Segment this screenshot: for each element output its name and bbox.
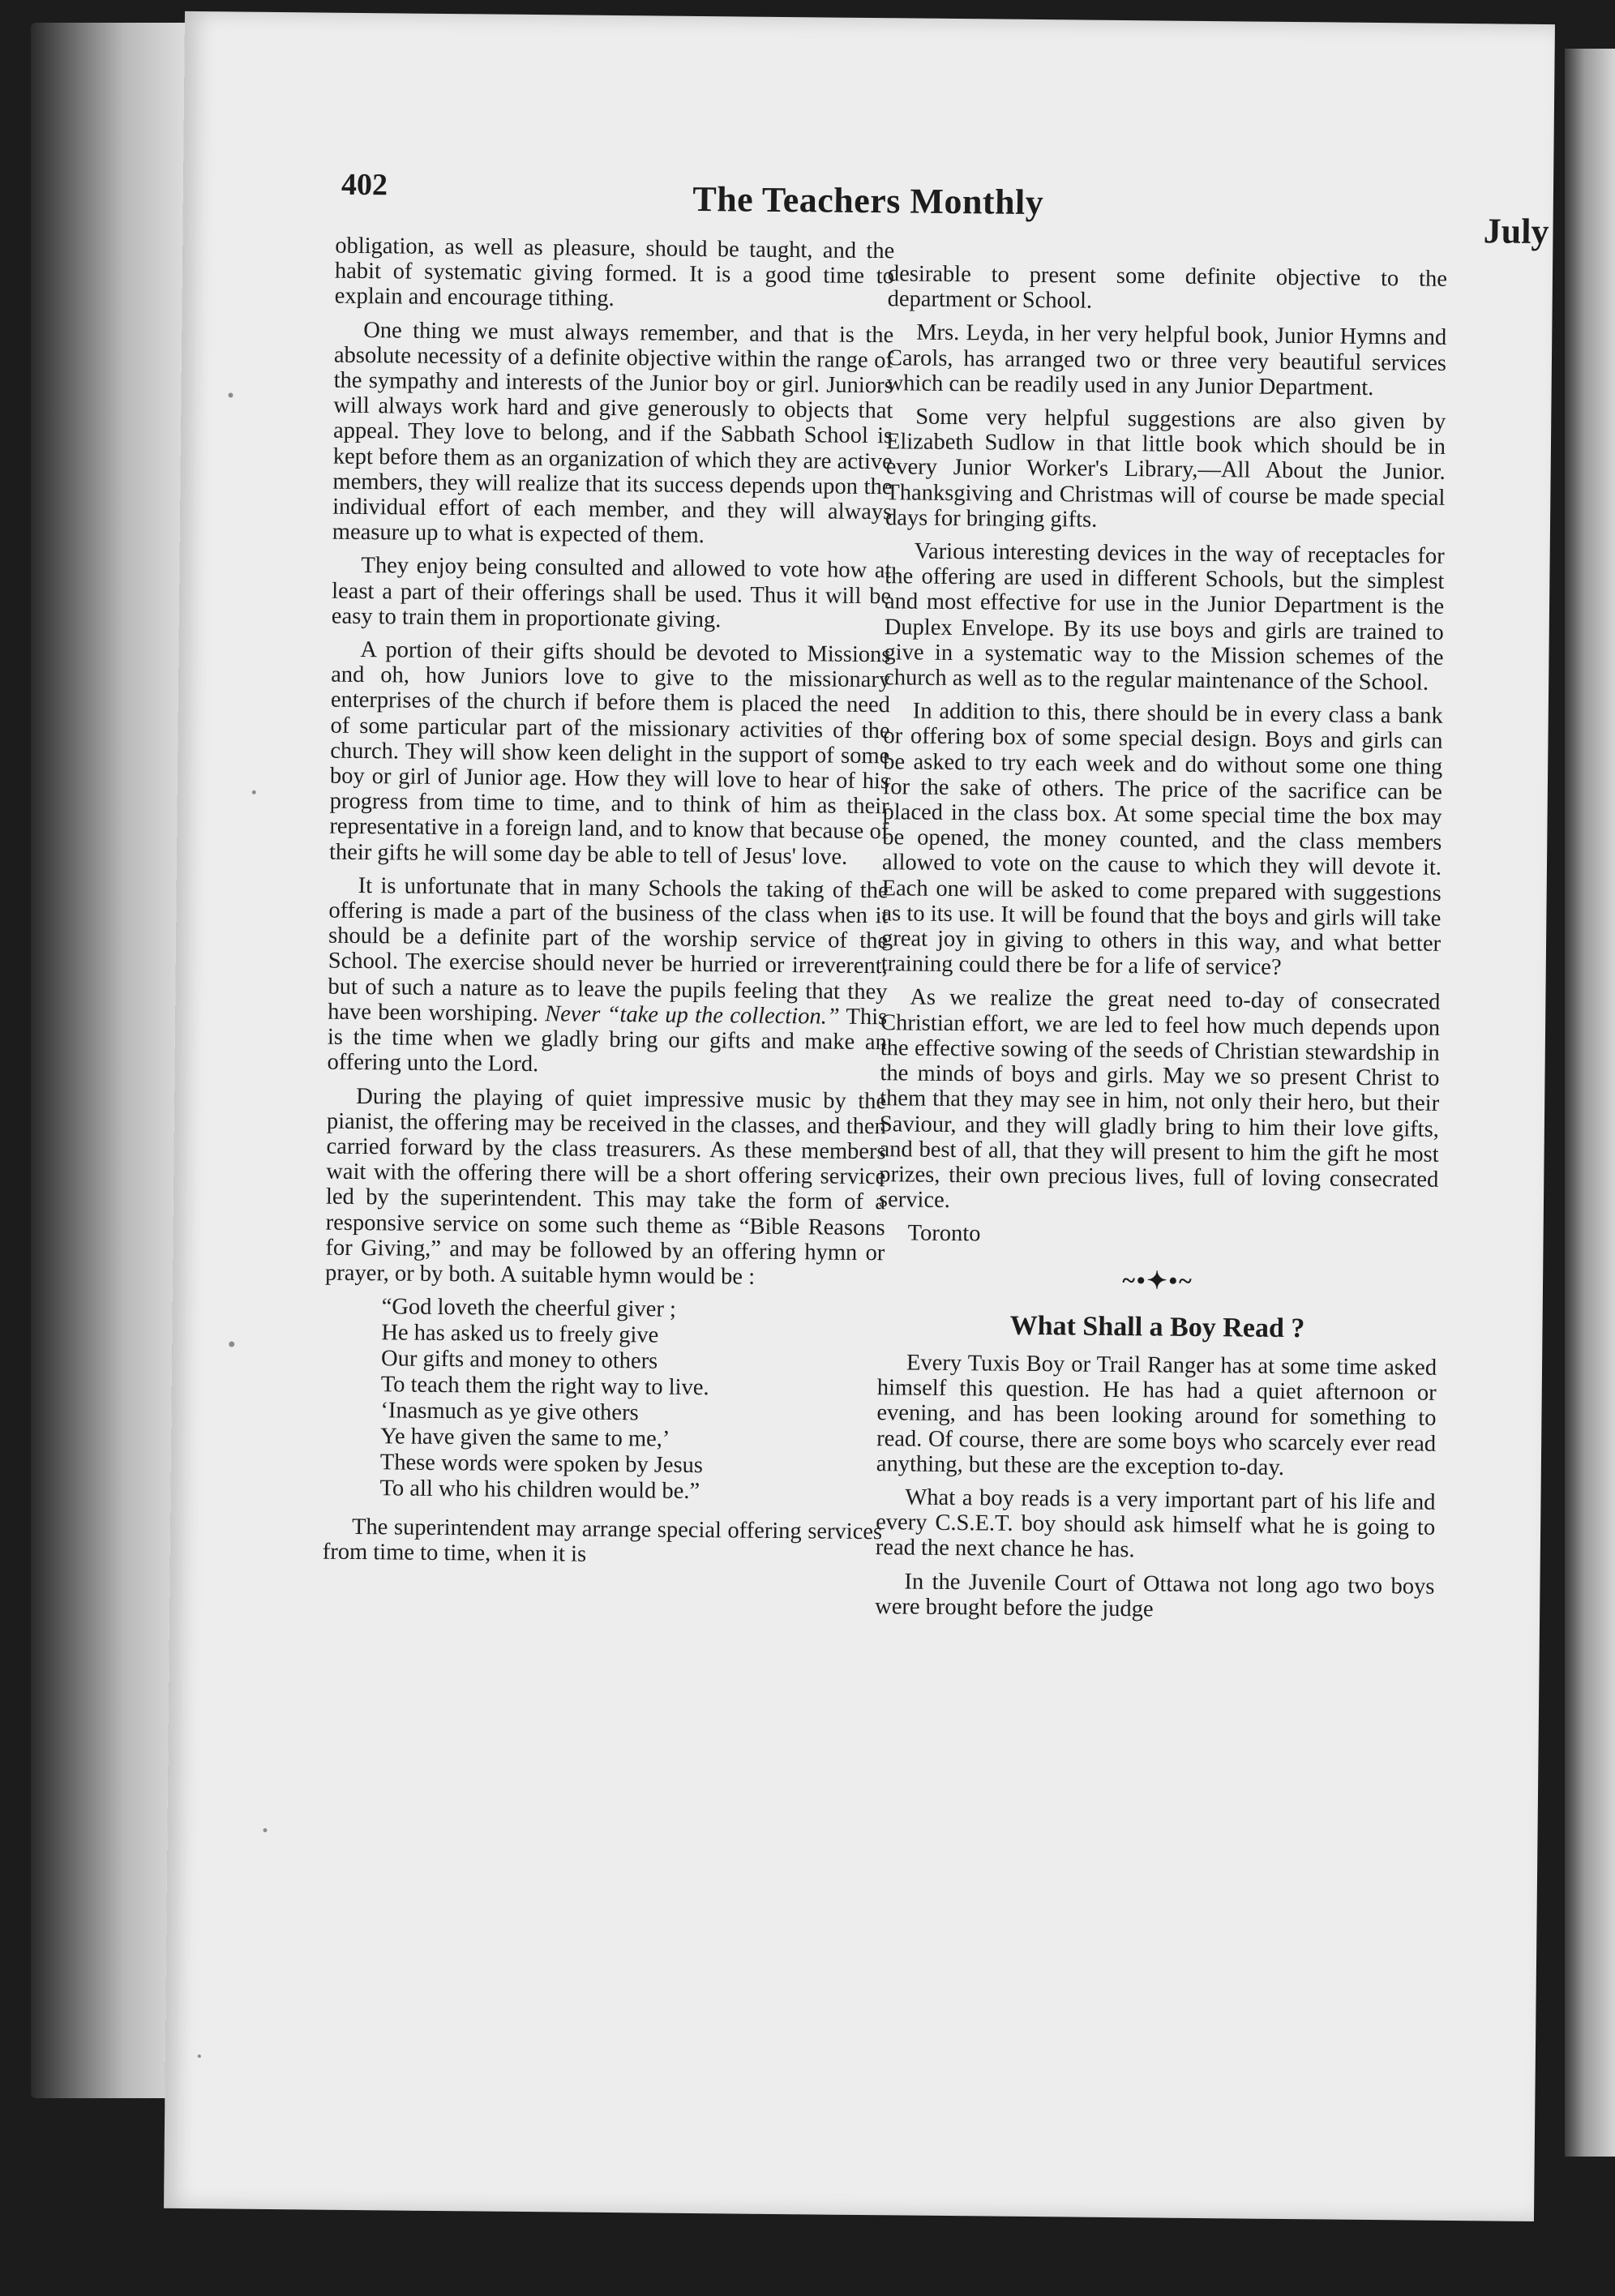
paragraph: During the playing of quiet impressive music by the pianist, the offering may be received in the classes, and then carried forward by the class treasurers. As these members wait with the offering there will be a short offering service led by the superintendent. This may take the form of a responsive service on some such theme as “Bible Reasons for Giving,” and may be followed by an offering hymn or prayer, or by both. A suitable hymn would be : <box>324 1083 887 1290</box>
print-speck <box>228 392 233 397</box>
print-speck <box>263 1828 267 1832</box>
offering-hymn <box>379 1294 884 1506</box>
paragraph: desirable to present some definite objective to the department or School. <box>887 261 1448 314</box>
hymn-line: Our gifts and money to others <box>380 1346 658 1374</box>
signoff-place: Toronto <box>907 1220 981 1247</box>
paragraph: The superintendent may arrange special offering services from time to time, when it is <box>322 1514 883 1568</box>
paragraph: In addition to this, there should be in every class a bank or offering box of some special design. Boys and girls can be asked to try each week and do without some one thing for the sake of others. The price of the sacrifice can be placed in the class box. At some special time the box may be opened, the money counted, and the class members allowed to vote on the cause to which they will devote it. Each one will be asked to come prepared with suggestions as to its use. It will be found that the boys and girls will take great joy in giving to others in this way, and what better training could there be for a life of service? <box>880 698 1443 981</box>
italic-emphasis: Never “take up the collection.” <box>545 1001 840 1030</box>
hymn-line: To all who his children would be.” <box>379 1476 700 1505</box>
paragraph: They enjoy being consulted and allowed to vote how at least a part of their offerings shall be used. Thus it will be easy to train them in proportionate giving. <box>331 553 892 633</box>
paragraph: What a boy reads is a very important part of his life and every C.S.E.T. boy should ask himself what he is going to read the next chance he has. <box>875 1484 1436 1563</box>
hymn-line: To teach them the right way to live. <box>380 1372 709 1401</box>
paragraph: One thing we must always remember, and that is the absolute necessity of a definite objective within the range of the sympathy and interests of the Junior boy or girl. Juniors will always work hard and give generously to objects that appeal. They love to belong, and if the Sabbath School is kept before them as an organization of which they are active members, they will realize that its success depends upon the individual effort of each member, and they will always measure up to what is expected of them. <box>332 317 894 549</box>
hymn-line: ‘Inasmuch as ye give others <box>380 1398 639 1426</box>
running-head <box>183 141 1554 252</box>
hymn-line: These words were spoken by Jesus <box>379 1450 704 1479</box>
facing-page-edge <box>1565 49 1615 2157</box>
issue-month: July <box>1483 211 1549 252</box>
paragraph: Mrs. Leyda, in her very helpful book, Junior Hymns and Carols, has arranged two or three very beautiful services which can be readily used in any Junior Department. <box>886 319 1447 401</box>
paragraph: obligation, as well as pleasure, should be taught, and the habit of systematic giving formed. It is a good time to explain and encourage tithing. <box>334 233 895 312</box>
paragraph: Various interesting devices in the way of receptacles for the offering are used in different Schools, but the simplest and most effective for use in the Junior Department is the Duplex Envelope. By its use boys and girls are trained to give in a systematic way to the Mission schemes of the church as well as to the regular maintenance of the School. <box>884 538 1445 696</box>
paragraph: Some very helpful suggestions are also given by Elizabeth Sudlow in that little book which should be in every Junior Worker's Library,—All About the Junior. Thanksgiving and Christmas will of course be made special days for bringing gifts. <box>885 404 1446 533</box>
book-page <box>164 11 1555 2221</box>
paragraph: As we realize the great need to-day of consecrated Christian effort, we are led to feel how much depends upon the effective sowing of the seeds of Christian stewardship in the minds of boys and girls. May we so present Christ to them that they may see in him, not only their hero, but their Saviour, and they will gladly bring to him their love gifts, and best of all, that they will present to him the gift he most prizes, their own precious lives, full of loving consecrated service. <box>878 985 1441 1214</box>
article-title: What Shall a Boy Read ? <box>1009 1310 1305 1343</box>
hymn-line: “God loveth the cheerful giver ; <box>381 1294 677 1322</box>
paragraph-text: It is unfortunate that in many Schools the taking of the offering is made a part of the business of the class when it should be a definite part of the worship service of the School. The exercise should never be hurried or irreverent, but of such a nature as to leave the pupils feeling that they have been worshiping. <box>328 872 889 1027</box>
print-speck <box>252 790 256 795</box>
right-column <box>875 261 1447 1632</box>
print-speck <box>229 1341 234 1347</box>
left-column <box>323 233 895 1578</box>
hymn-line: He has asked us to freely give <box>381 1320 659 1348</box>
section-ornament: ~•✦•~ <box>1122 1266 1193 1295</box>
worship-paragraph <box>327 873 888 1081</box>
print-speck <box>198 2054 201 2058</box>
paragraph: In the Juvenile Court of Ottawa not long ago two boys were brought before the judge <box>875 1569 1435 1622</box>
paragraph-text: This is the time when we gladly bring our gifts and make an offering unto the Lord. <box>327 1004 888 1077</box>
paragraph: A portion of their gifts should be devoted to Missions and oh, how Juniors love to give to the missionary enterprises of the church if before them is placed the need of some particular part of the missionary activities of the church. They will show keen delight in the support of some boy or girl of Junior age. How they will love to hear of his progress from time to time, and to think of him as their representative in a foreign land, and to know that because of their gifts he will some day be able to tell of Jesus' love. <box>328 637 891 870</box>
hymn-line: Ye have given the same to me,’ <box>380 1424 670 1452</box>
paragraph: Every Tuxis Boy or Trail Ranger has at some time asked himself this question. He has had a quiet afternoon or evening, and has been looking around for something to read. Of course, there are some boys who scarcely ever read anything, but these are the exception to-day. <box>876 1350 1437 1480</box>
journal-title: The Teachers Monthly <box>692 178 1044 223</box>
page-number: 402 <box>341 167 388 203</box>
